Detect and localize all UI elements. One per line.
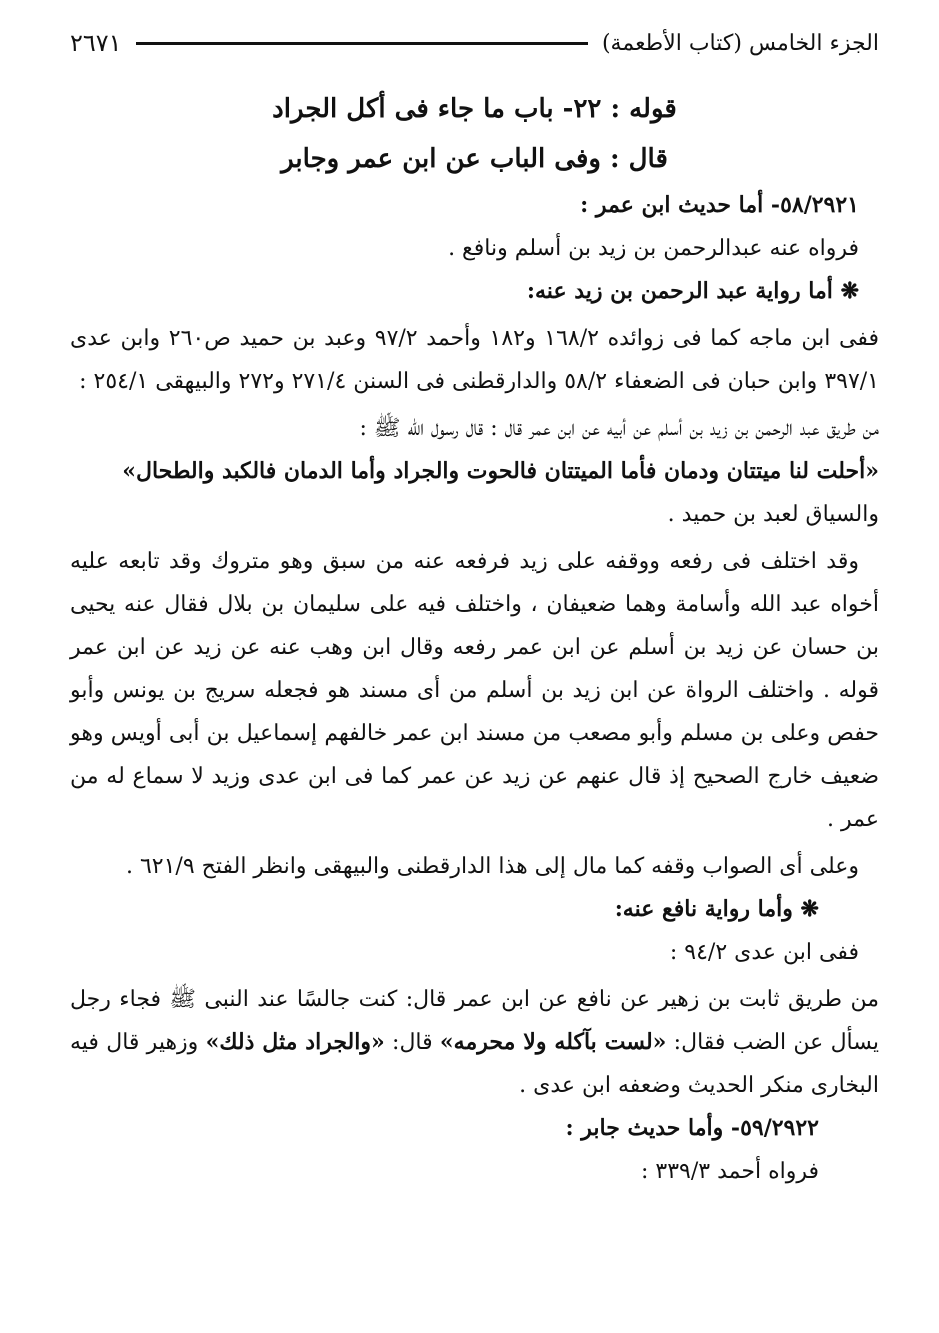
subsection-title: ❋ أما رواية عبد الرحمن بن زيد عنه: [526, 278, 859, 304]
running-title: الجزء الخامس (كتاب الأطعمة) [601, 30, 879, 56]
chapter-subtitle: قال : وفى الباب عن ابن عمر وجابر [281, 144, 668, 174]
subsection-title: ❋ وأما رواية نافع عنه: [614, 896, 819, 922]
chapter-title: قوله : ٢٢- باب ما جاء فى أكل الجراد [272, 94, 677, 124]
paragraph: فرواه عنه عبدالرحمن بن زيد بن أسلم ونافع . [448, 236, 859, 261]
quoted-speech: «والجراد مثل ذلك» [205, 1029, 385, 1055]
paragraph: ففى ابن عدى ٩٤/٢ : [669, 940, 859, 965]
page-header [70, 22, 879, 64]
paragraph: وقد اختلف فى رفعه ووقفه على زيد فرفعه عنه من سبق وهو متروك وقد تابعه عليه أخواه عبد الله وأسامة وهما ضعيفان ، واختلف فيه على سليمان بن بلال فقال عنه يحيى بن حسان عن زيد بن أسلم عن ابن عمر رفعه وقال ابن وهب عنه عن زيد عن ابن عمر قوله . واختلف الرواة عن ابن زيد بن أسلم من أى مسند هو فجعله سريج بن يونس وأبو حفص وعلى بن مسلم وأبو مصعب من مسند ابن عمر خالفهم إسماعيل بن أبى أويس وهو ضعيف خارج الصحيح إذ قال عنهم عن زيد عن عمر كما فى ابن عدى وزيد لا سماع له من عمر . [70, 549, 880, 832]
paragraph: ففى ابن ماجه كما فى زوائده ١٦٨/٢ و١٨٢ وأحمد ٩٧/٢ وعبد بن حميد ص٢٦٠ وابن عدى ٣٩٧/١ وابن حبان فى الضعفاء ٥٨/٢ والدارقطنى فى السنن ٢٧١/٤ و٢٧٢ والبيهقى ٢٥٤/١ : [70, 326, 879, 394]
page-number: ٢٦٧١ [70, 29, 122, 57]
paragraph: فرواه أحمد ٣٣٩/٣ : [641, 1159, 819, 1184]
header-rule [136, 42, 588, 45]
paragraph: وعلى أى الصواب وقفه كما مال إلى هذا الدارقطنى والبيهقى وانظر الفتح ٦٢١/٩ . [125, 854, 859, 879]
paragraph: من طريق عبد الرحمن بن زيد بن أسلم عن أبيه عن ابن عمر قال : قال رسول الله ﷺ : [359, 416, 879, 441]
entry-title-ibn-umar: ٥٨/٢٩٢١- أما حديث ابن عمر : [580, 192, 859, 218]
hadith-text: «أحلت لنا ميتتان ودمان فأما الميتتان فالحوت والجراد وأما الدمان فالكبد والطحال» [122, 458, 879, 484]
text-run: قال: [384, 1030, 440, 1055]
text-run: وزهير قال فيه البخارى منكر الحديث وضعفه ابن عدى . [70, 1030, 879, 1098]
paragraph: والسياق لعبد بن حميد . [667, 502, 879, 527]
paragraph [70, 978, 879, 1107]
entry-title-jabir: ٥٩/٢٩٢٢- وأما حديث جابر : [565, 1115, 819, 1141]
text-run: من طريق ثابت بن زهير عن نافع عن ابن عمر قال: كنت جالسًا عند النبى ﷺ فجاء رجل يسأل عن الضب فقال: [70, 987, 880, 1055]
quoted-speech: «لست بآكله ولا محرمه» [439, 1029, 667, 1055]
